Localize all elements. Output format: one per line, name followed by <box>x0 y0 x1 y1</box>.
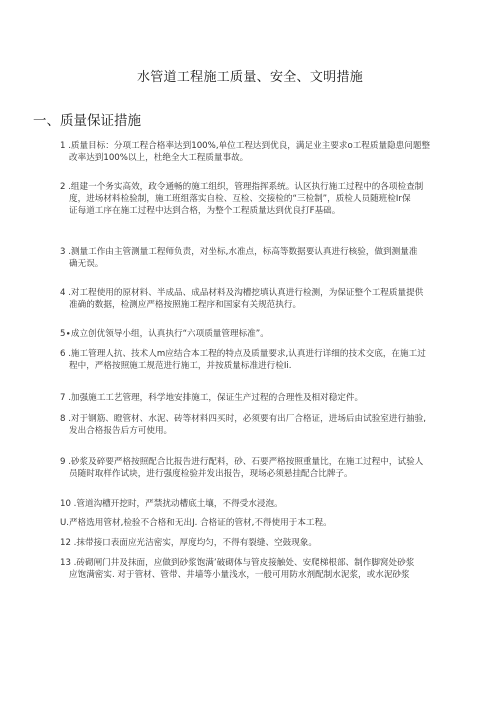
list-item-line: 7 .加强施工工艺管理，科学地安排施工，保证生产过程的合理性及相对稳定件。 <box>60 393 364 403</box>
list-item <box>60 287 465 311</box>
list-item-line: 发出合格报告后方可使用。 <box>69 426 173 436</box>
list-item <box>60 498 465 510</box>
list-item <box>60 140 465 164</box>
list-item-line: 程中，严格按照施工规范进行施工，并按质量标准进行检Ii. <box>69 361 292 371</box>
list-item-line: 度，进场材料检验制，施工班组落实自检、互检、交接检的“三检制”，质检人员随班检Ir保 <box>69 194 411 204</box>
list-item-line: 4 .对工程使用的原材料、半成品、成品材料及沟槽挖填认真进行检测，为保证整个工程质量提供 <box>60 288 424 298</box>
list-item-line: 证每道工序在施工过程中达到合格，为整个工程质量达到优良打F基础。 <box>69 206 341 216</box>
list-item <box>60 392 465 404</box>
list-item <box>60 181 465 217</box>
list-item-line: U.严格选用管材,检验不合格和无出J. 合格证的管材,不得使用于本工程。 <box>60 518 332 528</box>
list-item-line: 10 .管道沟槽开挖时，严禁扰动槽底土壤，不得受水浸泡。 <box>60 499 283 509</box>
list-item <box>60 517 465 529</box>
list-item-line: 员随时取样作试块，进行强度检验并发出报告，现场必须悬挂配合比牌子。 <box>69 469 353 479</box>
list-item-line: 2 .组建一个务实高效，政令通畅的施工组织，管理指挥系统。认区执行施工过程中的各项检查制 <box>60 182 424 192</box>
list-item-line: 1 .质量目标：分项工程合格率达到100%,单位工程达到优良，满足业主要求o工程质量隐患问题整 <box>60 141 431 151</box>
list-item <box>60 537 465 549</box>
list-item <box>60 456 465 480</box>
document-title: 水管道工程施工质量、安全、文明措施 <box>136 70 364 85</box>
list-item <box>60 348 465 372</box>
list-item <box>60 557 465 581</box>
list-item-line: 13 .砖砌闸门井及抹面，应做到砂浆饱满’破砌体与管皮接触处、安爬梯根部、制作脚窝处砂浆 <box>60 558 415 568</box>
list-item <box>60 246 465 270</box>
list-item-line: 12 .抹带接口表面应光洁密实，厚度均匀，不得有裂缝、空鼓现象。 <box>60 538 318 548</box>
list-item-line: 8 .对于钢筋、瞪管材、水泥、砖等材料四买时，必须要有出厂合格证，进场后由试验室进行抽验, <box>60 414 427 424</box>
list-item-line: 准确的数据，检测应严格按照施工程序和国家有关规范执行。 <box>69 300 302 310</box>
list-item-line: 6 .施工管理人抗、技术人m应结合本工程的特点及质量要求,认真进行详细的技术交底，在施工过 <box>60 349 426 359</box>
list-item-line: 3 .测量工作由主管测量工程师负责，对坐标,水准点，标高等数据要认真进行核验，做到测量准 <box>60 247 418 257</box>
section-heading: 一、质量保证措施 <box>33 113 141 129</box>
list-item <box>60 413 465 437</box>
list-item-line: 改率达到100%以上，杜绝全大工程质量事故。 <box>69 153 249 163</box>
list-item-line: 确无误。 <box>69 259 104 269</box>
list-item-line: 5∙成立创优领导小组，认真执行“六项质量管理标准”。 <box>60 329 269 339</box>
list-item-line: 应饱满密实. 对于管材、管带、井墙等小量浅水，一般可用防水剂配制水泥浆，或水泥砂浆 <box>69 570 410 580</box>
list-item <box>60 328 465 340</box>
list-item-line: 9 .砂浆及碎要严格按照配合比报告进行配料，砂、石要严格按照重量比，在施工过程中，试验人 <box>60 457 424 467</box>
